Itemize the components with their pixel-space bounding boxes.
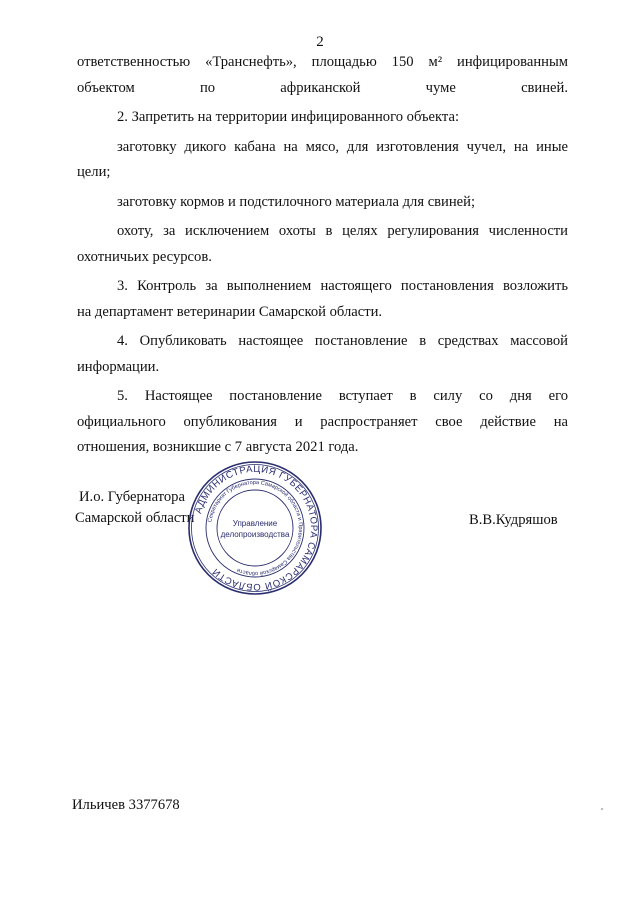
signatory-position — [75, 487, 195, 529]
paragraph-8 — [77, 384, 568, 461]
signatory-name: В.В.Кудряшов — [469, 512, 558, 528]
executor-note: Ильичев 3377678 — [72, 797, 180, 813]
paragraph-line: отношения, возникшие с 7 августа 2021 года. — [77, 439, 359, 455]
paragraph-line: заготовку дикого кабана на мясо, для изготовления чучел, на иные — [117, 138, 568, 155]
stamp-center-line: делопроизводства — [220, 530, 290, 539]
paragraph-line: 4. Опубликовать настоящее постановление в средствах массовой — [117, 333, 568, 349]
paragraph-line: ответственностью «Транснефть», площадью 150 м² инфицированным — [77, 54, 568, 70]
paragraph-line: 5. Настоящее постановление вступает в силу со дня его — [117, 388, 568, 404]
paragraph-7 — [77, 329, 568, 380]
paragraph-line: охоту, за исключением охоты в целях регулирования численности — [117, 223, 568, 239]
paragraph-line: охотничьих ресурсов. — [77, 248, 212, 265]
official-stamp — [187, 460, 323, 596]
paragraph-5 — [77, 219, 568, 270]
paragraph-4: заготовку кормов и подстилочного материала для свиней; — [117, 193, 476, 210]
stamp-inner-text: Секретариат Губернатора Самарской области и Правительства Самарской области — [207, 479, 304, 577]
paragraph-line: официального опубликования и распространяет свое действие на — [77, 413, 568, 430]
paragraph-line: объектом по африканской чуме свиней. — [77, 79, 568, 96]
paragraph-2: 2. Запретить на территории инфицированного объекта: — [117, 109, 460, 125]
scan-speck — [601, 808, 603, 810]
paragraph-1 — [77, 50, 568, 101]
paragraph-3 — [77, 135, 568, 186]
svg-text:Секретариат Губернатора Самарс — [207, 480, 303, 577]
stamp-center-line: Управление — [232, 519, 278, 528]
signatory-position-line: Самарской области — [75, 510, 195, 526]
signatory-position-line: И.о. Губернатора — [79, 489, 185, 505]
paragraph-line: 3. Контроль за выполнением настоящего постановления возложить — [117, 278, 568, 294]
stamp-outer-text: АДМИНИСТРАЦИЯ ГУБЕРНАТОРА САМАРСКОЙ ОБЛАСТИ — [193, 463, 320, 593]
paragraph-line: на департамент ветеринарии Самарской области. — [77, 303, 383, 320]
document-body — [77, 50, 568, 461]
paragraph-6 — [77, 274, 568, 325]
paragraph-line: цели; — [77, 164, 111, 180]
page-number: 2 — [316, 34, 324, 50]
paragraph-line: информации. — [77, 358, 160, 375]
